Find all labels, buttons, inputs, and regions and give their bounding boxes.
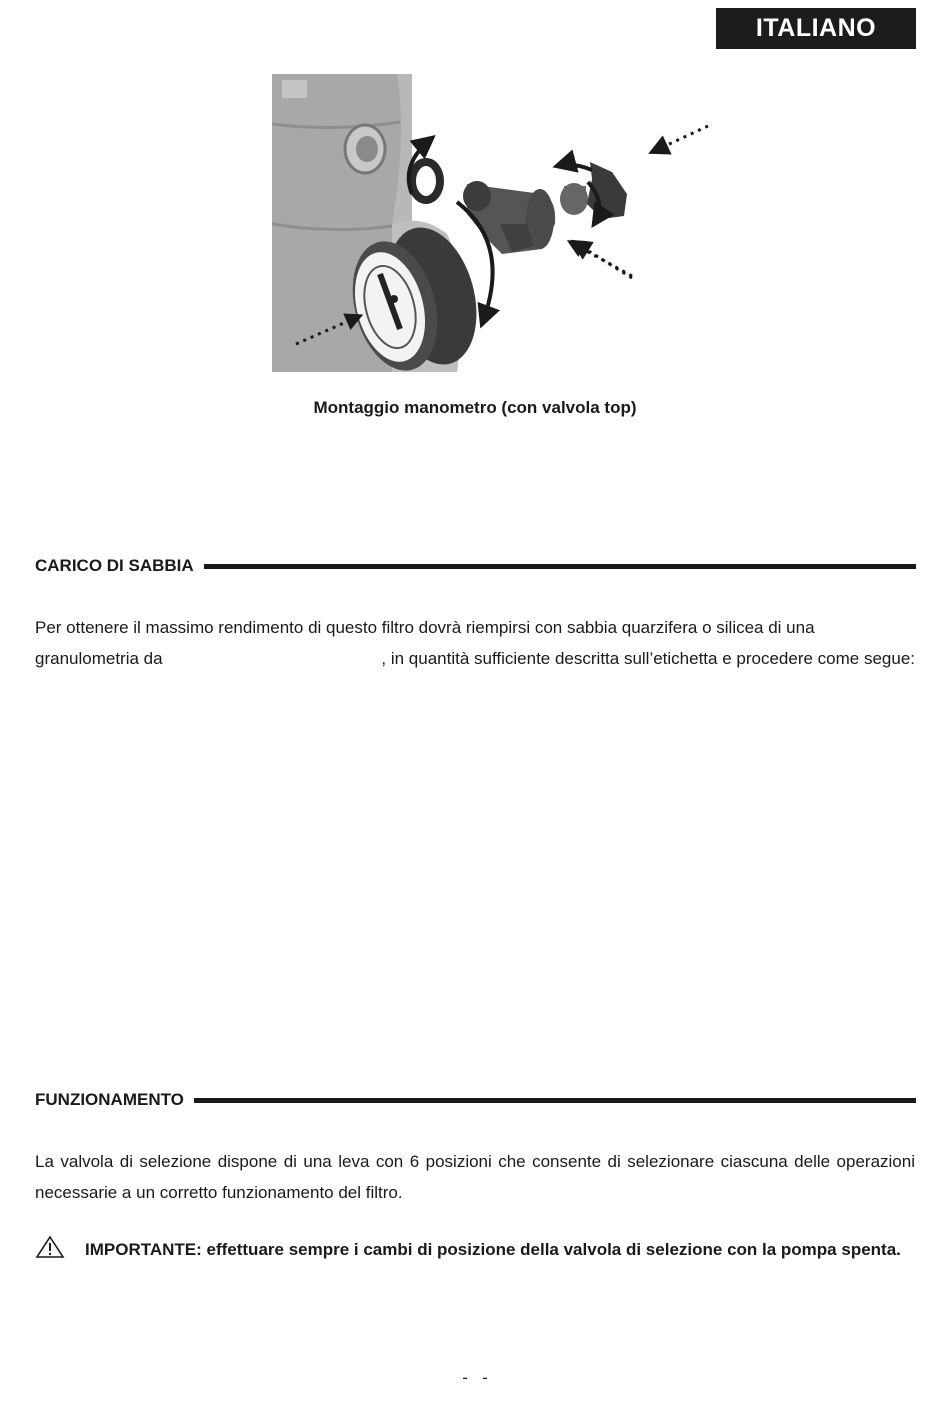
section-title: FUNZIONAMENTO — [35, 1090, 184, 1109]
section-rule — [194, 1098, 916, 1103]
language-badge: ITALIANO — [716, 8, 916, 49]
section-heading-sand — [35, 556, 916, 576]
o-ring-icon — [412, 162, 440, 200]
operation-paragraph: La valvola di selezione dispone di una leva con 6 posizioni che consente di selezionare ciascuna delle operazioni necessarie a un corretto funzionamento del filtro. — [35, 1152, 915, 1202]
section-title: CARICO DI SABBIA — [35, 556, 194, 575]
section-rule — [204, 564, 916, 569]
page-number: - - — [462, 1368, 488, 1387]
dotted-arrow-icon — [560, 230, 640, 285]
gauge-assembly-figure — [272, 74, 642, 372]
section-heading-operation — [35, 1090, 916, 1110]
important-text: IMPORTANTE: effettuare sempre i cambi di posizione della valvola di selezione con la pompa spenta. — [85, 1240, 901, 1259]
paragraph-text: granulometria da — [35, 649, 163, 668]
sand-paragraph — [35, 612, 915, 674]
important-note — [35, 1234, 915, 1269]
valve-connector-icon — [463, 181, 555, 254]
figure-caption: Montaggio manometro (con valvola top) — [313, 398, 637, 417]
warning-triangle-icon — [35, 1235, 65, 1269]
paragraph-text: , in quantità sufficiente descritta sull’etichetta e procedere come segue: — [381, 649, 915, 668]
paragraph-line: Per ottenere il massimo rendimento di questo filtro dovrà riempirsi con sabbia quarzifera o silicea di una — [35, 618, 815, 637]
dotted-arrow-icon — [640, 118, 720, 168]
